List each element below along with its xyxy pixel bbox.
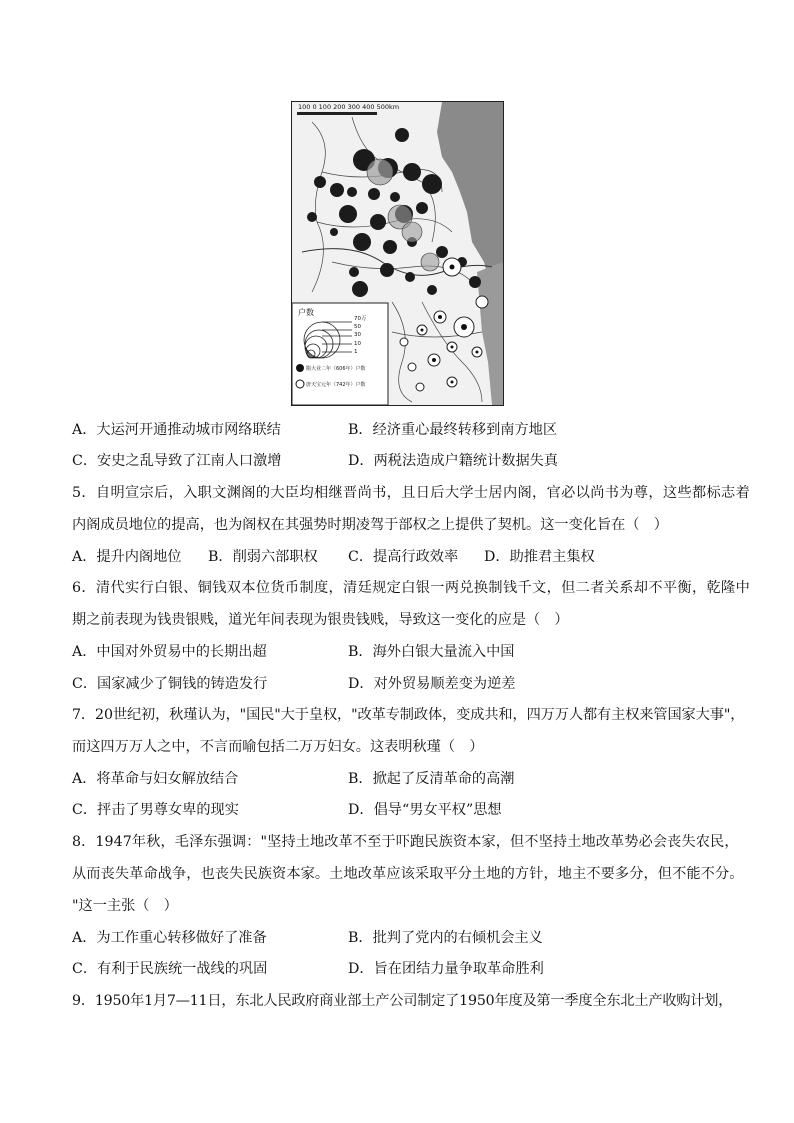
map-drawing (292, 102, 503, 405)
sea-region-south (477, 262, 503, 405)
legend-title: 户数 (298, 308, 314, 317)
q6-stem-line1: 6．清代实行白银、铜钱双本位货币制度，清廷规定白银一两兑换制钱千文，但二者关系却不平衡，乾隆中 (72, 580, 751, 596)
q6-option-a[interactable]: A．中国对外贸易中的长期出超 (72, 644, 267, 660)
q4-option-d[interactable]: D．两税法造成户籍统计数据失真 (348, 453, 559, 469)
q4-option-a[interactable]: A．大运河开通推动城市网络联结 (72, 422, 281, 438)
q5-option-c[interactable]: C．提高行政效率 (348, 549, 459, 565)
q8-option-d[interactable]: D．旨在团结力量争取革命胜利 (348, 961, 544, 977)
q7-option-d[interactable]: D．倡导“男女平权”思想 (348, 802, 502, 818)
map-scale-label: 100 0 100 200 300 400 500km (298, 103, 400, 111)
q5-stem-line1: 5．自明宣宗后，入职文渊阁的大臣均相继晋尚书，且日后大学士居内阁，官必以尚书为尊，这些都标志着 (72, 485, 751, 501)
q8-option-c[interactable]: C．有利于民族统一战线的巩固 (72, 961, 268, 977)
scale-bar (297, 112, 377, 115)
population-map-figure (291, 101, 504, 406)
q7-option-a[interactable]: A．将革命与妇女解放结合 (72, 771, 239, 787)
q6-option-d[interactable]: D．对外贸易顺差变为逆差 (348, 676, 516, 692)
q8-option-b[interactable]: B．批判了党内的右倾机会主义 (348, 930, 543, 946)
q8-stem-line2: 从而丧失革命战争，也丧失民族资本家。土地改革应该采取平分土地的方针，地主不要多分，但不能不分。 (72, 866, 744, 882)
legend-value-50: 50 (354, 324, 361, 330)
q5-stem-line2: 内阁成员地位的提高，也为阁权在其强势时期凌驾于部权之上提供了契机。这一变化旨在（ ） (72, 517, 668, 533)
q8-stem-line1: 8．1947年秋，毛泽东强调："坚持土地改革不至于吓跑民族资本家，但不坚持土地改革势必会丧失农民， (72, 834, 739, 850)
legend-value-30: 30 (354, 332, 361, 338)
legend-sui-dot (296, 364, 304, 372)
q7-option-b[interactable]: B．掀起了反清革命的高潮 (348, 771, 515, 787)
q8-stem-line3: "这一主张（ ） (72, 898, 178, 914)
q7-stem-line1: 7．20世纪初，秋瑾认为，"国民"大于皇权，"改革专制政体，变成共和，四万万人都有主权来管国家大事"， (72, 707, 745, 723)
q5-option-d[interactable]: D．助推君主集权 (484, 549, 595, 565)
q7-option-c[interactable]: C．抨击了男尊女卑的现实 (72, 802, 239, 818)
q6-option-c[interactable]: C．国家减少了铜钱的铸造发行 (72, 676, 268, 692)
legend-sui-label: 隋大业二年（606年）户数 (306, 366, 366, 372)
q4-option-b[interactable]: B．经济重心最终转移到南方地区 (348, 422, 558, 438)
legend-tang-dot (296, 380, 304, 388)
q9-stem-line1: 9．1950年1月7—11日，东北人民政府商业部土产公司制定了1950年度及第一季度全东北土产收购计划， (72, 993, 733, 1009)
q8-option-a[interactable]: A．为工作重心转移做好了准备 (72, 930, 267, 946)
legend-tang-label: 唐天宝元年（742年）户数 (306, 382, 366, 388)
legend-value-10: 10 (354, 341, 361, 347)
legend-value-1: 1 (354, 349, 358, 355)
q6-option-b[interactable]: B．海外白银大量流入中国 (348, 644, 515, 660)
q5-option-a[interactable]: A．提升内阁地位 (72, 549, 182, 565)
legend-value-70: 70万 (354, 316, 367, 322)
q6-stem-line2: 期之前表现为钱贵银贱，道光年间表现为银贵钱贱，导致这一变化的应是（ ） (72, 612, 569, 628)
q4-option-c[interactable]: C．安史之乱导致了江南人口激增 (72, 453, 282, 469)
q5-option-b[interactable]: B．削弱六部职权 (208, 549, 318, 565)
q7-stem-line2: 而这四万万人之中，不言而喻包括二万万妇女。这表明秋瑾（ ） (72, 739, 484, 755)
